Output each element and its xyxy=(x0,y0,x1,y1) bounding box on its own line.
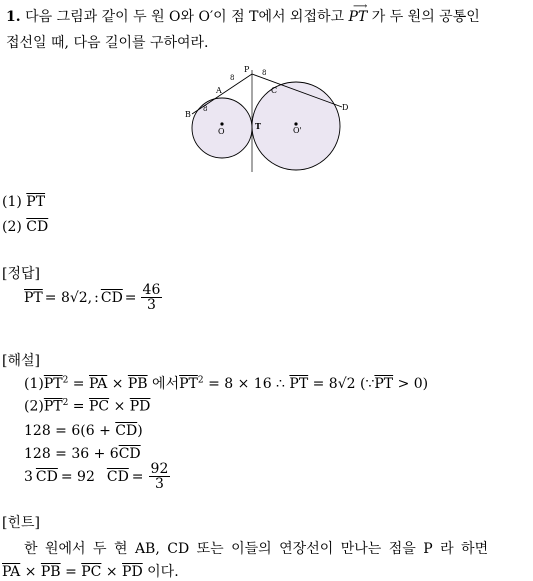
solution-line-4: $128 = 36 + 6\overline{CD}$ xyxy=(24,446,141,462)
solution-line-5: 3 $\overline{CD}$ = 92 $\overline{CD}$ = $\frac{92}{3}$ xyxy=(24,461,169,492)
solution-heading: [해설] xyxy=(2,353,40,369)
vector-pt: ⟶ PT xyxy=(348,1,368,25)
length-pc: 8 xyxy=(262,69,267,77)
label-a: A xyxy=(216,86,222,95)
hint-line-1: 한 원에서 두 현 AB, CD 또는 이들의 연장선이 만나는 점을 P 라 하면 xyxy=(24,541,489,557)
question-2: (2) $\overline{CD}$ xyxy=(2,219,49,235)
solution-line-2: $(2)\overline{PT}^2 = \overline{PC} \times \overline{PD}$ xyxy=(24,398,151,415)
label-d: D xyxy=(342,103,349,112)
length-pa: 8 xyxy=(230,74,235,82)
problem-statement-line2 xyxy=(6,32,209,52)
label-o-prime: O' xyxy=(293,126,302,135)
problem-text-2: 가 두 원의 공통인 xyxy=(371,9,480,25)
solution-line-1: $(1)\overline{PT}^2 = \overline{PA} \times \overline{PB}$ 에서$\overline{PT}^2 = 8 \times 16$ ∴ $\overline{PT} = 8√2$ $(\because\overline{PT} > 0)$ xyxy=(24,375,429,392)
hint-heading: [힌트] xyxy=(2,515,40,531)
label-t: T xyxy=(255,121,261,131)
label-o: O xyxy=(218,127,225,136)
hint-line-2: $\overline{PA} \times \overline{PB} = \overline{PC} \times \overline{PD}$ 이다. xyxy=(2,564,179,580)
answer-heading: [정답] xyxy=(2,266,40,282)
label-c: C xyxy=(271,86,278,95)
label-b: B xyxy=(185,110,191,119)
problem-statement xyxy=(6,1,480,26)
problem-text-3: 접선일 때, 다음 길이를 구하여라. xyxy=(6,35,209,51)
label-p: P xyxy=(244,65,250,74)
answer-line: $\overline{PT}$ = 8√2, : $\overline{CD}$ = $\frac{46}{3}$ xyxy=(24,282,161,313)
solution-line-3: $128 = 6(6 + \overline{CD})$ xyxy=(24,423,143,439)
length-ab: 8 xyxy=(203,105,208,113)
center-o xyxy=(220,122,223,125)
problem-text-1: 다음 그림과 같이 두 원 O와 O′이 점 T에서 외접하고 xyxy=(25,9,345,25)
problem-number: 1. xyxy=(6,9,21,25)
tangent-circles-figure xyxy=(180,60,360,175)
question-1: (1) $\overline{PT}$ xyxy=(2,194,46,210)
